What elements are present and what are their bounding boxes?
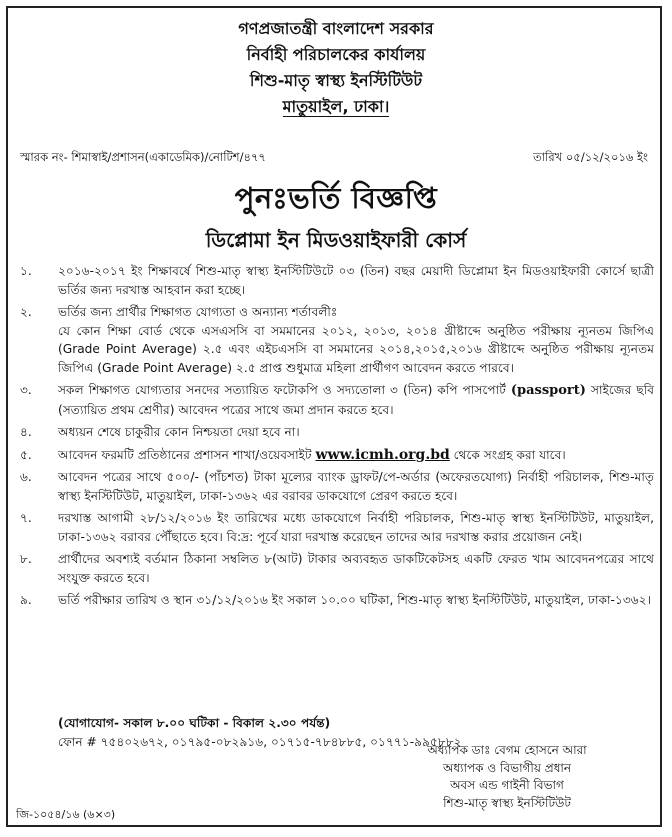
notice-date: তারিখ ০৫/১২/২০১৬ ইং — [533, 150, 648, 164]
header-office: নির্বাহী পরিচালকের কার্যালয় — [246, 45, 426, 64]
signature-block — [402, 742, 612, 812]
item-text: সকল শিক্ষাগত যোগ্যতার সনদের সত্যায়িত ফটোকপি ও সদ্যতোলা ৩ (তিন) কপি পাসপোর্ট (passport) সাইজের ছবি (সত্যায়িত প্রথম শ্রেণীর) আবেদন পত্রের সাথে জমা প্রদান করতে হবে। — [58, 383, 655, 417]
item-text: ভর্তি পরীক্ষার তারিখ ও স্থান ৩১/১২/২০১৬ ইং সকাল ১০.০০ ঘটিকা, শিশু-মাতৃ স্বাস্থ্য ইনস্টিটিউট, মাতুয়াইল, ঢাকা-১৩৬২। — [58, 593, 651, 607]
course-title: ডিপ্লোমা ইন মিডওয়াইফারী কোর্স — [205, 228, 467, 252]
signatory-designation: অধ্যাপক ও বিভাগীয় প্রধান — [442, 760, 572, 775]
list-item — [14, 262, 654, 299]
item-text: অধ্যয়ন শেষে চাকুরীর কোন নিশ্চয়তা দেয়া হবে না। — [58, 425, 300, 439]
contact-phones: ফোন # ৭৫৪০২৬৭২, ০১৭৯৫-০৮২৯১৬, ০১৭১৫-৭৮৪৮৮৫, ০১৭৭১-৯৯৫৮৮২ — [58, 735, 462, 749]
item-number: ২. — [20, 305, 32, 319]
signatory-department: অবস এন্ড গাইনী বিভাগ — [450, 778, 564, 792]
item-text — [58, 303, 654, 377]
list-item — [14, 303, 654, 377]
header-government: গণপ্রজাতন্ত্রী বাংলাদেশ সরকার — [238, 19, 434, 38]
item-heading: ভর্তির জন্য প্রার্থীর শিক্ষাগত যোগ্যতা ও অন্যান্য শর্তাবলীঃ — [58, 305, 338, 319]
item-text: দরখাস্ত আগামী ২৮/১২/২০১৬ ইং তারিখের মধ্যে ডাকযোগে নির্বাহী পরিচালক, শিশু-মাতৃ স্বাস্থ্য ইনস্টিটিউট, মাতুয়াইল, ঢাকা-১৩৬২ বরাবর পৌঁছাতে হবে। বি:দ্র: পূর্বে যারা দরখাস্ত করেছেন তাদের আর দরখাস্ত করার প্রয়োজন নেই। — [58, 511, 654, 544]
item-number: ৯. — [20, 593, 32, 607]
signatory-name: অধ্যাপক ডাঃ বেগম হোসনে আরা — [427, 743, 587, 757]
notice-title: পুনঃভর্তি বিজ্ঞপ্তি — [234, 181, 438, 215]
item-text: ২০১৬-২০১৭ ইং শিক্ষাবর্ষে শিশু-মাতৃ স্বাস্থ্য ইনস্টিটিউটে ০৩ (তিন) বছর মেয়াদী ডিপ্লোমা ইন মিডওয়াইফারী কোর্সে ছাত্রী ভর্তির জন্য দরখাস্ত আহবান করা হচ্ছে। — [58, 264, 654, 297]
item-text: আবেদন ফরমটি প্রতিষ্ঠানের প্রশাসন শাখা/ওয়েবসাইট www.icmh.org.bd থেকে সংগ্রহ করা যাবে। — [58, 446, 566, 463]
list-item — [14, 381, 654, 419]
item-number: ৮. — [20, 552, 32, 566]
footer-code: জি-১০৫৪/১৬ (৬×৩) — [16, 808, 116, 821]
item-number: ১. — [20, 264, 32, 278]
item-text: আবেদন পত্রের সাথে ৫০০/- (পাঁচশত) টাকা মূল্যের ব্যাংক ড্রাফট/পে-অর্ডার (অফেরতযোগ্য) নির্বাহী পরিচালক, শিশু-মাতৃ স্বাস্থ্য ইনস্টিটিউট, মাতুয়াইল, ঢাকা-১৩৬২ এর বরাবর ডাকযোগে প্রেরণ করতে হবে। — [58, 470, 654, 503]
item-number: ৩. — [20, 383, 32, 397]
item-number: ৬. — [20, 470, 32, 484]
item-subtext: যে কোন শিক্ষা বোর্ড থেকে এসএসসি বা সমমানের ২০১২, ২০১৩, ২০১৪ খ্রীষ্টাব্দে অনুষ্ঠিত পরীক্ষায় ন্যূনতম জিপিএ (Grade Point Average) ২.৫ এবং এইচএসসি বা সমমানের ২০১৪,২০১৫,২০১৬ খ্রীষ্টাব্দে অনুষ্ঠিত পরীক্ষায় ন্যূনতম জিপিএ (Grade Point Average) ২.৫ প্রাপ্ত শুধুমাত্র মহিলা প্রার্থীগণ আবেদন করতে পারবে। — [58, 323, 654, 375]
list-item — [14, 591, 654, 610]
header — [0, 16, 672, 120]
list-item — [14, 550, 654, 587]
notice-items — [14, 262, 654, 614]
item-number: ৭. — [20, 511, 32, 525]
contact-hours: (যোগাযোগ- সকাল ৮.০০ ঘটিকা - বিকাল ২.৩০ পর্যন্ত) — [58, 716, 331, 730]
passport-term: (passport) — [510, 383, 586, 398]
item-number: ৫. — [20, 447, 32, 462]
signatory-institute: শিশু-মাতৃ স্বাস্থ্য ইনস্টিটিউট — [443, 795, 571, 810]
list-item — [14, 446, 654, 465]
item-number: ৪. — [20, 425, 32, 439]
list-item — [14, 509, 654, 546]
header-location: মাতুয়াইল, ঢাকা। — [282, 97, 390, 116]
reference-row — [20, 149, 648, 168]
item-text: প্রার্থীদের অবশ্যই বর্তমান ঠিকানা সম্বলিত ৮(আট) টাকার অব্যবহৃত ডাকটিকেটসহ একটি ফেরত খাম আবেদনপত্রের সাথে সংযুক্ত করতে হবে। — [58, 552, 654, 585]
header-institute: শিশু-মাতৃ স্বাস্থ্য ইনস্টিটিউট — [249, 71, 423, 90]
website-link[interactable]: www.icmh.org.bd — [315, 446, 450, 463]
list-item — [14, 423, 654, 442]
memo-number: স্মারক নং- শিমাস্বাই/প্রশাসন(একাডেমিক)/নোটিশ/৪৭৭ — [20, 150, 266, 164]
list-item — [14, 468, 654, 505]
